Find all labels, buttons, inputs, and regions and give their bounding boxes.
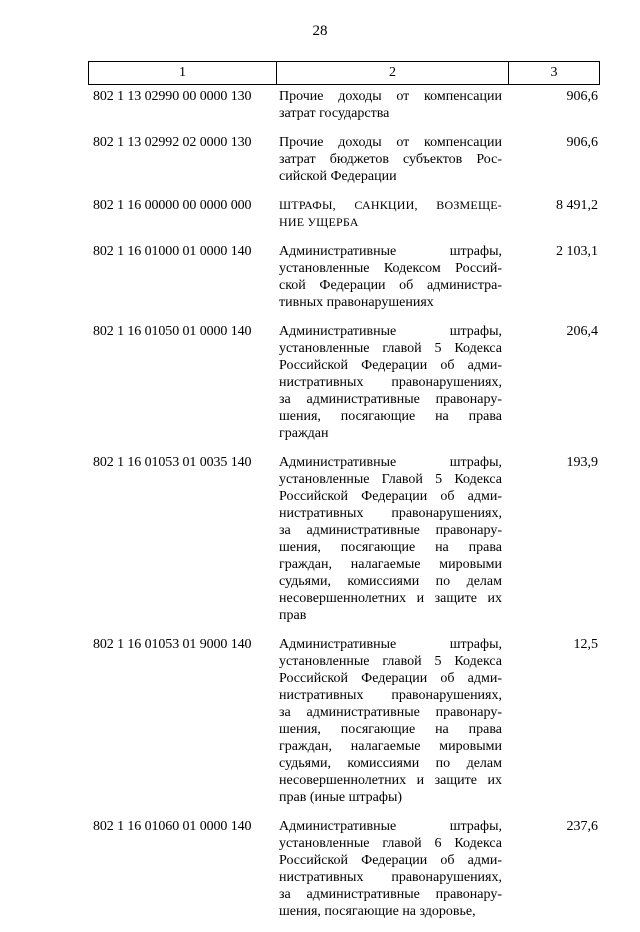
income-name-line: граждан [279,426,329,441]
amount-value: 2 103,1 [556,244,598,259]
income-name-line: Российской Федерации об адми- [279,671,502,686]
amount-value: 206,4 [566,324,598,339]
income-name-line: граждан, налагаемые мировыми [279,557,502,572]
income-name-line: Российской Федерации об адми- [279,358,502,373]
income-name-line: Российской Федерации об адми- [279,853,502,868]
income-name-line: Административные штрафы, [279,637,502,652]
budget-code: 802 1 16 00000 00 0000 000 [93,198,252,213]
income-name-line: тивных правонарушениях [279,295,434,310]
income-name-line: нистративных правонарушениях, [279,870,502,885]
income-name-line: нистративных правонарушениях, [279,375,502,390]
budget-code: 802 1 16 01053 01 9000 140 [93,637,252,652]
income-name-line: за административные правонару- [279,887,502,902]
budget-code: 802 1 16 01053 01 0035 140 [93,455,252,470]
budget-code: 802 1 13 02990 00 0000 130 [93,89,252,104]
income-name-line: НИЕ УЩЕРБА [279,215,359,229]
income-name [279,88,502,122]
amount-value: 193,9 [566,455,598,470]
income-name-line: установленные главой 5 Кодекса [279,341,502,356]
income-name-line: сийской Федерации [279,169,397,184]
income-name-line: судьями, комиссиями по делам [279,756,502,771]
income-name-line: ской Федерации об администра- [279,278,502,293]
income-name-line: шения, посягающие на права [279,409,502,424]
income-name [279,197,502,231]
income-name-line: граждан, налагаемые мировыми [279,739,502,754]
income-name-line: нистративных правонарушениях, [279,688,502,703]
income-name [279,636,502,806]
income-name-line: Российской Федерации об адми- [279,489,502,504]
amount-value: 906,6 [566,135,598,150]
table-row [0,197,640,231]
table-row [0,88,640,122]
table-row [0,636,640,806]
income-name [279,323,502,442]
income-name-line: за административные правонару- [279,705,502,720]
amount-value: 237,6 [566,819,598,834]
header-col-3: 3 [550,65,558,80]
table-row [0,243,640,311]
income-name-line: Административные штрафы, [279,819,502,834]
table-header [88,61,600,85]
income-name-line: прав (иные штрафы) [279,790,403,805]
income-name-line: Административные штрафы, [279,244,502,259]
amount-value: 8 491,2 [556,198,598,213]
table-row [0,323,640,442]
income-name-line: судьями, комиссиями по делам [279,574,502,589]
income-name-line: шения, посягающие на здоровье, [279,904,476,919]
income-name-line: затрат бюджетов субъектов Рос- [279,152,502,167]
budget-code: 802 1 16 01050 01 0000 140 [93,324,252,339]
header-col-1: 1 [89,62,277,84]
income-name [279,134,502,185]
income-name [279,243,502,311]
income-name-line: за административные правонару- [279,523,502,538]
income-name-line: прав [279,608,307,623]
table-row [0,134,640,185]
header-col-2: 2 [277,62,509,84]
amount-value: 12,5 [573,637,598,652]
income-name-line: шения, посягающие на права [279,540,502,555]
amount-value: 906,6 [566,89,598,104]
budget-code: 802 1 16 01000 01 0000 140 [93,244,252,259]
income-name-line: установленные главой 5 Кодекса [279,654,502,669]
income-name-line: Прочие доходы от компенсации [279,89,502,104]
page-number: 28 [312,23,328,39]
income-name-line: несовершеннолетних и защите их [279,773,502,788]
budget-code: 802 1 16 01060 01 0000 140 [93,819,252,834]
income-name-line: установленные Главой 5 Кодекса [279,472,502,487]
budget-code: 802 1 13 02992 02 0000 130 [93,135,252,150]
income-name-line: Прочие доходы от компенсации [279,135,502,150]
table-body [0,88,640,932]
income-name-line: установленные главой 6 Кодекса [279,836,502,851]
income-name-line: несовершеннолетних и защите их [279,591,502,606]
income-name-line: Административные штрафы, [279,324,502,339]
income-name-line: Административные штрафы, [279,455,502,470]
income-name-line: ШТРАФЫ, САНКЦИИ, ВОЗМЕЩЕ- [279,198,502,212]
income-name-line: затрат государства [279,106,390,121]
income-name-line: за административные правонару- [279,392,502,407]
income-name-line: установленные Кодексом Россий- [279,261,502,276]
table-row [0,454,640,624]
income-name [279,454,502,624]
income-name-line: шения, посягающие на права [279,722,502,737]
income-name-line: нистративных правонарушениях, [279,506,502,521]
